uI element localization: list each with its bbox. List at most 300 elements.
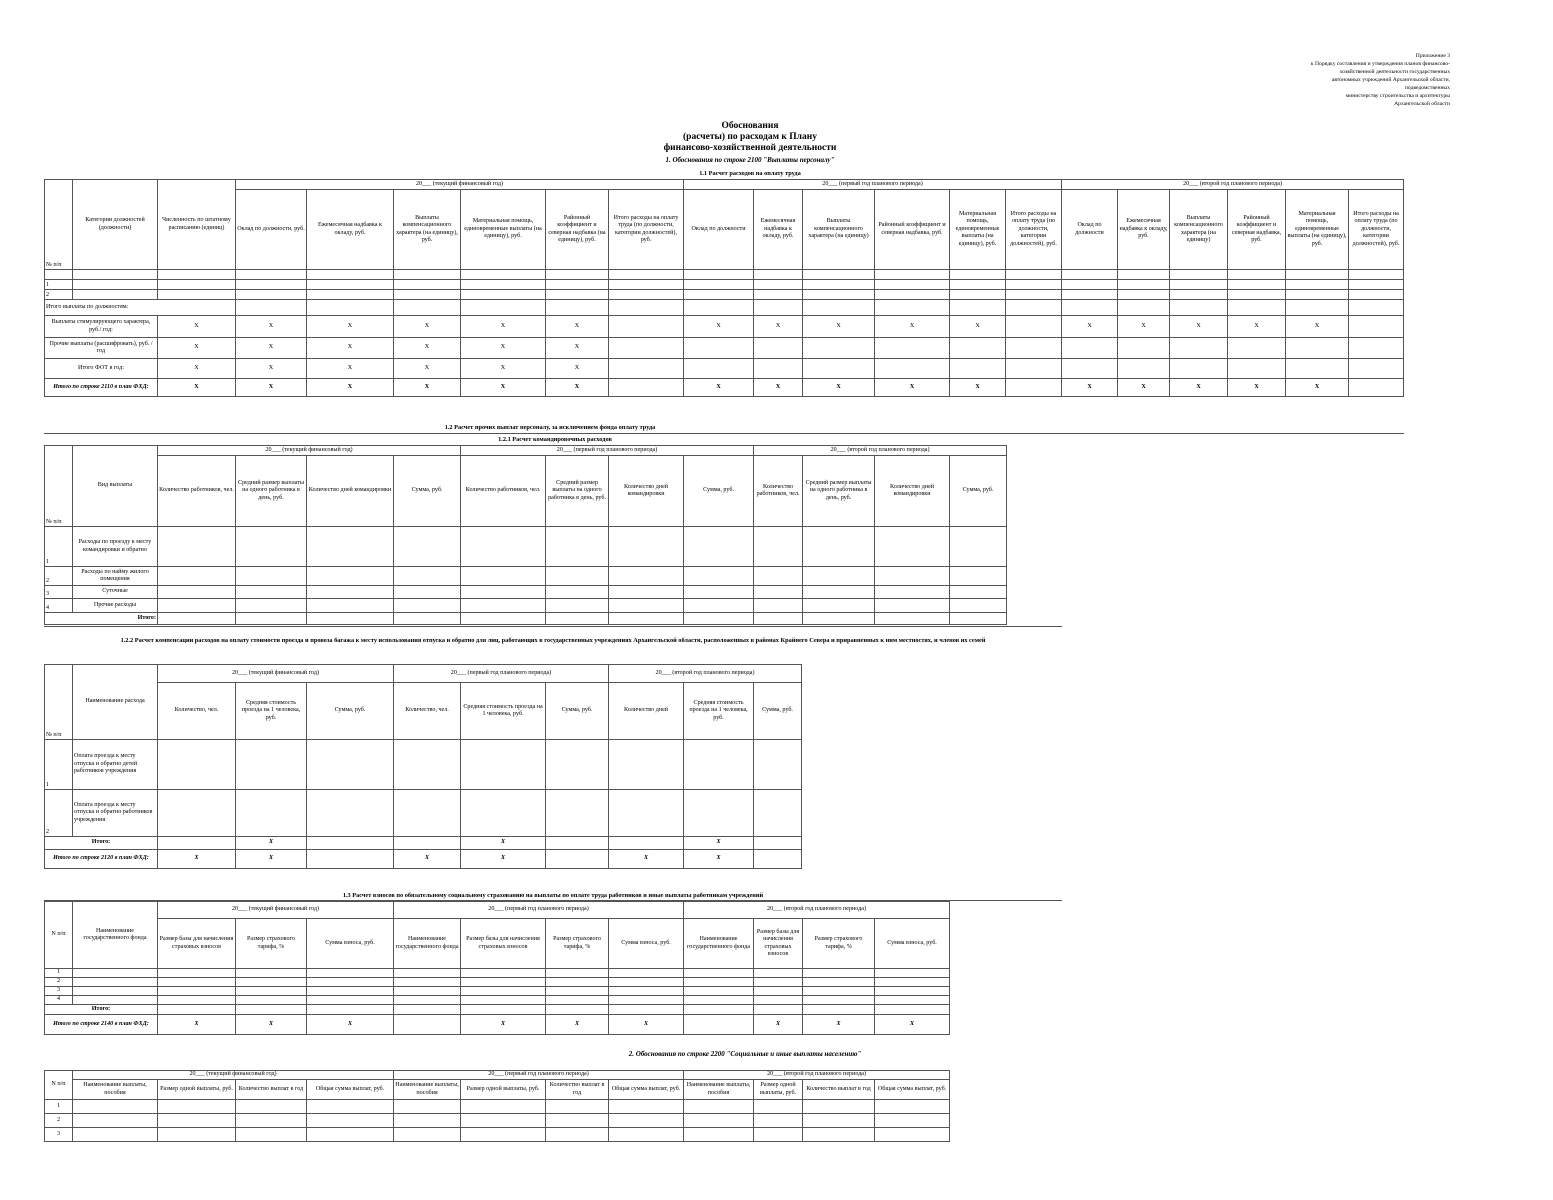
- table-row: [45, 740, 802, 790]
- table-cell: [684, 996, 754, 1005]
- row-number: 3: [45, 1128, 73, 1142]
- table-cell: [609, 280, 684, 290]
- table-cell: [461, 1128, 546, 1142]
- table-cell: [461, 740, 546, 790]
- table-cell: [546, 1114, 609, 1128]
- col-header: Размер базы для начисления страховых взносов: [754, 919, 803, 969]
- col-header: Общая сумма выплат, руб.: [609, 1080, 684, 1100]
- table-cell: [875, 359, 950, 379]
- col-header: Выплаты компенсационного характера (на единицу): [803, 190, 875, 270]
- table-cell: [609, 379, 684, 397]
- table-cell: [236, 978, 307, 987]
- row-number: 2: [45, 290, 73, 300]
- table-cell: [754, 790, 802, 837]
- table-cell: [1349, 280, 1404, 290]
- table-cell: [236, 270, 307, 280]
- row-label: Расходы по найму жилого помещения: [73, 567, 158, 586]
- table-cell: [394, 567, 461, 586]
- table-cell: [875, 270, 950, 280]
- table-cell: [546, 1005, 609, 1015]
- table-cell: [307, 850, 394, 869]
- table-cell: [546, 300, 609, 316]
- table-cell: [609, 567, 684, 586]
- table-cell: [950, 586, 1007, 599]
- appendix-line: хозяйственной деятельности государственных: [1339, 69, 1450, 75]
- table-cell: [546, 790, 609, 837]
- table-cell: [73, 1100, 158, 1114]
- table-cell: [684, 270, 754, 280]
- col-header: Сумма, руб.: [684, 456, 754, 527]
- table-cell: [950, 290, 1006, 300]
- col-header: Количество работников, чел.: [461, 456, 546, 527]
- table-cell: [803, 599, 875, 613]
- table-cell: [307, 1005, 394, 1015]
- period-second-header: 20___ (второй год планового периода): [1062, 180, 1404, 190]
- col-header: Количество дней: [609, 683, 684, 740]
- table-cell: [307, 837, 394, 850]
- col-header: Количество дней командировки: [307, 456, 394, 527]
- appendix-line: к Порядку составления и утверждения планов финансово-: [1310, 61, 1450, 67]
- table-cell: [754, 359, 803, 379]
- table-cell: [1062, 338, 1118, 359]
- col-header: Сумма взноса, руб.: [875, 919, 950, 969]
- table-cell: [158, 969, 236, 978]
- table-cell: [1349, 359, 1404, 379]
- col-num-header: № п/п: [45, 665, 73, 740]
- col-kind-header: Вид выплаты: [73, 446, 158, 527]
- table-cell: [158, 1005, 236, 1015]
- row-label: Прочие выплаты (расшифровать), руб. /год: [45, 338, 158, 359]
- document-title: [600, 121, 900, 154]
- table-cell: [609, 359, 684, 379]
- table-cell: [1228, 338, 1286, 359]
- row-label: Итого по строке 2140 в план ФХД:: [45, 1015, 158, 1035]
- table-cell: [803, 280, 875, 290]
- table-cell: [394, 613, 461, 625]
- cell-value: X: [461, 837, 546, 850]
- table-row: [45, 850, 802, 869]
- col-header: Количество работников, чел.: [158, 456, 236, 527]
- table-cell: [609, 316, 684, 338]
- table-cell: [609, 1128, 684, 1142]
- period-second-header: 20___ (второй год планового периода): [754, 446, 1007, 456]
- cell-value: X: [394, 379, 461, 397]
- table-cell: [546, 740, 609, 790]
- table-1-3-title: 1.3 Расчет взносов по обязательному социальному страхованию на выплаты по оплате труда работников и иные выплаты работникам учреждений: [342, 892, 764, 899]
- col-header: Оклад по должности, руб.: [236, 190, 307, 270]
- table-cell: [461, 978, 546, 987]
- cell-value: X: [803, 1015, 875, 1035]
- table-cell: [754, 586, 803, 599]
- table-cell: [803, 586, 875, 599]
- cell-value: X: [307, 1015, 394, 1035]
- table-cell: [461, 1100, 546, 1114]
- table-cell: [875, 1128, 950, 1142]
- cell-value: X: [1170, 379, 1228, 397]
- cell-value: X: [1062, 316, 1118, 338]
- table-cell: [803, 359, 875, 379]
- col-header: Наименование выплаты, пособия: [73, 1080, 158, 1100]
- col-header: Количество выплат в год: [236, 1080, 307, 1100]
- table-cell: [684, 790, 754, 837]
- cell-value: X: [684, 837, 754, 850]
- table-cell: [1228, 270, 1286, 280]
- period-first-header: 20___ (первый год планового периода): [461, 446, 754, 456]
- table-cell: [394, 740, 461, 790]
- col-header: Размер базы для начисления страховых взносов: [158, 919, 236, 969]
- col-header: Выплаты компенсационного характера (на единицу), руб.: [394, 190, 461, 270]
- col-header: Размер страхового тарифа, %: [236, 919, 307, 969]
- table-cell: [1170, 359, 1228, 379]
- table-cell: [546, 1100, 609, 1114]
- period-current-header: 20___ (текущий финансовый год): [236, 180, 684, 190]
- table-cell: [1170, 290, 1228, 300]
- cell-value: X: [158, 1015, 236, 1035]
- table-cell: [754, 1128, 803, 1142]
- col-header: Оклад по должности: [1062, 190, 1118, 270]
- cell-value: X: [158, 338, 236, 359]
- table-cell: [1062, 290, 1118, 300]
- col-header: Размер страхового тарифа, %: [803, 919, 875, 969]
- cell-value: X: [1118, 379, 1170, 397]
- col-header: Количество, чел.: [394, 683, 461, 740]
- col-header: Общая сумма выплат, руб.: [875, 1080, 950, 1100]
- table-cell: [950, 567, 1007, 586]
- table-cell: [546, 987, 609, 996]
- cell-value: X: [684, 850, 754, 869]
- table-cell: [546, 969, 609, 978]
- table-cell: [73, 290, 158, 300]
- row-number: 2: [45, 1114, 73, 1128]
- cell-value: X: [236, 850, 307, 869]
- table-row: [45, 613, 1007, 625]
- table-cell: [394, 290, 461, 300]
- row-number: 1: [45, 280, 73, 290]
- table-cell: [684, 740, 754, 790]
- cell-value: X: [158, 850, 236, 869]
- cell-value: X: [754, 379, 803, 397]
- table-cell: [394, 280, 461, 290]
- table-cell: [684, 567, 754, 586]
- table-cell: [546, 978, 609, 987]
- col-header: Итого расходы на оплату труда (по должности, категории должностей), руб.: [609, 190, 684, 270]
- table-cell: [461, 969, 546, 978]
- cell-value: X: [307, 316, 394, 338]
- table-cell: [684, 1128, 754, 1142]
- table-cell: [546, 290, 609, 300]
- col-num-header: N п/п: [45, 1071, 73, 1100]
- table-row: [45, 290, 1404, 300]
- table-row: [45, 527, 1007, 567]
- table-cell: [684, 280, 754, 290]
- col-header: Итого расходы на оплату труда (по должности, категории должностей), руб.: [1349, 190, 1404, 270]
- table-cell: [73, 987, 158, 996]
- table-cell: [1170, 338, 1228, 359]
- table-cell: [461, 599, 546, 613]
- table-cell: [236, 969, 307, 978]
- cell-value: X: [158, 379, 236, 397]
- table-1-1: [44, 179, 1404, 397]
- table-cell: [684, 1015, 754, 1035]
- table-cell: [684, 1100, 754, 1114]
- table-cell: [307, 1100, 394, 1114]
- table-cell: [461, 567, 546, 586]
- table-row: [45, 359, 1404, 379]
- table-cell: [461, 1114, 546, 1128]
- table-row: [45, 270, 1404, 280]
- table-cell: [684, 290, 754, 300]
- row-label: Итого:: [45, 1005, 158, 1015]
- col-header: Сумма, руб.: [394, 456, 461, 527]
- period-current-header: 20___ (текущий финансовый год): [158, 446, 461, 456]
- table-cell: [236, 996, 307, 1005]
- table-cell: [158, 527, 236, 567]
- table-cell: [1006, 359, 1062, 379]
- col-header: Средний размер выплаты на одного работника в день, руб.: [236, 456, 307, 527]
- table-cell: [1349, 316, 1404, 338]
- table-cell: [394, 1128, 461, 1142]
- table-1-2-2: [44, 664, 802, 869]
- cell-value: X: [684, 316, 754, 338]
- table-cell: [546, 280, 609, 290]
- table-cell: [803, 290, 875, 300]
- table-cell: [236, 1128, 307, 1142]
- table-cell: [546, 599, 609, 613]
- row-number: 1: [45, 1100, 73, 1114]
- table-cell: [394, 837, 461, 850]
- table-cell: [394, 969, 461, 978]
- col-header: Сумма, руб.: [754, 683, 802, 740]
- cell-value: X: [307, 338, 394, 359]
- cell-value: X: [803, 379, 875, 397]
- table-cell: [1286, 270, 1349, 280]
- title-line: (расчеты) по расходам к Плану: [683, 132, 817, 142]
- period-second-header: 20___ (второй год планового периода): [684, 902, 950, 919]
- col-header: Сумма взноса, руб.: [307, 919, 394, 969]
- table-cell: [236, 586, 307, 599]
- table-cell: [546, 527, 609, 567]
- table-cell: [1006, 379, 1062, 397]
- table-cell: [461, 790, 546, 837]
- period-first-header: 20___ (первый год планового периода): [394, 1071, 684, 1080]
- table-cell: [236, 790, 307, 837]
- table-cell: [45, 270, 73, 280]
- table-cell: [875, 290, 950, 300]
- table-cell: [754, 290, 803, 300]
- table-cell: [754, 740, 802, 790]
- table-cell: [1006, 316, 1062, 338]
- table-cell: [875, 567, 950, 586]
- table-cell: [236, 740, 307, 790]
- cell-value: X: [461, 359, 546, 379]
- col-num-header: № п/п: [45, 180, 73, 270]
- table-cell: [803, 613, 875, 625]
- table-cell: [158, 280, 236, 290]
- col-header: Размер страхового тарифа, %: [546, 919, 609, 969]
- table-1-2-2-title: 1.2.2 Расчет компенсации расходов на оплату стоимости проезда и провоза багажа к месту использования отпуска и обратно для лиц, работающих в государственных учреждениях Архангельской области, расположенных в районах Крайнего Севера и приравненных к ним местностях, и членов их семей: [120, 637, 986, 644]
- row-label: Оплата проезда к месту отпуска и обратно работников учреждения: [73, 790, 158, 837]
- table-cell: [754, 270, 803, 280]
- cell-value: X: [1062, 379, 1118, 397]
- table-cell: [1006, 300, 1062, 316]
- table-cell: [754, 1100, 803, 1114]
- row-number: 1: [45, 969, 73, 978]
- table-row: [45, 978, 950, 987]
- cell-value: X: [461, 338, 546, 359]
- table-row: [45, 996, 950, 1005]
- col-header: Выплаты компенсационного характера (на единицу): [1170, 190, 1228, 270]
- table-cell: [236, 1100, 307, 1114]
- table-cell: [754, 567, 803, 586]
- table-cell: [307, 280, 394, 290]
- row-number: 3: [45, 987, 73, 996]
- col-header: Средний размер выплаты на одного работника в день, руб.: [546, 456, 609, 527]
- cell-value: X: [236, 379, 307, 397]
- table-1-2-title: 1.2 Расчет прочих выплат персоналу, за исключением фонда оплату труда: [444, 424, 656, 431]
- appendix-line: Приложение 3: [1415, 53, 1450, 59]
- table-cell: [609, 790, 684, 837]
- table-cell: [754, 996, 803, 1005]
- table-cell: [158, 586, 236, 599]
- table-cell: [307, 740, 394, 790]
- col-header: Количество работников, чел.: [754, 456, 803, 527]
- table-cell: [950, 599, 1007, 613]
- row-label: Выплаты стимулирующего характера, руб./ год:: [45, 316, 158, 338]
- table-cell: [1118, 280, 1170, 290]
- cell-value: X: [394, 359, 461, 379]
- table-row: [45, 379, 1404, 397]
- row-label: Итого:: [45, 837, 158, 850]
- col-header: Ежемесячная надбавка к окладу, руб.: [1118, 190, 1170, 270]
- table-cell: [394, 987, 461, 996]
- table-cell: [1006, 338, 1062, 359]
- appendix-line: автономных учреждений Архангельской области,: [1331, 77, 1450, 83]
- table-cell: [803, 270, 875, 280]
- cell-value: X: [546, 359, 609, 379]
- cell-value: X: [307, 359, 394, 379]
- table-cell: [307, 290, 394, 300]
- table-cell: [394, 1114, 461, 1128]
- table-cell: [875, 613, 950, 625]
- table-cell: [158, 270, 236, 280]
- row-number: 1: [45, 740, 73, 790]
- table-row: [45, 1005, 950, 1015]
- row-number: 3: [45, 586, 73, 599]
- table-cell: [950, 359, 1006, 379]
- table-cell: [307, 567, 394, 586]
- period-current-header: 20___ (текущий финансовый год): [158, 665, 394, 683]
- col-header: Материальная помощь, единовременные выплаты (на единицу), руб.: [950, 190, 1006, 270]
- appendix-line: министерству строительства и архитектуры: [1345, 93, 1450, 99]
- table-cell: [307, 586, 394, 599]
- table-cell: [546, 270, 609, 280]
- col-header: Наименование выплаты, пособия: [684, 1080, 754, 1100]
- table-cell: [754, 987, 803, 996]
- table-cell: [1118, 270, 1170, 280]
- cell-value: X: [754, 316, 803, 338]
- table-cell: [394, 527, 461, 567]
- cell-value: X: [158, 316, 236, 338]
- table-cell: [307, 1114, 394, 1128]
- table-cell: [609, 996, 684, 1005]
- table-cell: [158, 740, 236, 790]
- table-cell: [73, 1128, 158, 1142]
- table-cell: [236, 290, 307, 300]
- cell-value: X: [609, 1015, 684, 1035]
- table-cell: [609, 613, 684, 625]
- table-cell: [307, 1128, 394, 1142]
- row-label: Прочие расходы: [73, 599, 158, 613]
- table-cell: [684, 969, 754, 978]
- table-cell: [754, 300, 803, 316]
- table-cell: [609, 837, 684, 850]
- table-row: [45, 1100, 950, 1114]
- table-cell: [158, 1128, 236, 1142]
- table-cell: [609, 290, 684, 300]
- table-cell: [684, 527, 754, 567]
- table-cell: [609, 987, 684, 996]
- table-cell: [1349, 338, 1404, 359]
- cell-value: X: [754, 1015, 803, 1035]
- table-cell: [1006, 280, 1062, 290]
- cell-value: X: [158, 359, 236, 379]
- table-cell: [1228, 280, 1286, 290]
- cell-value: X: [236, 1015, 307, 1035]
- col-header: Наименование государственного фонда: [394, 919, 461, 969]
- table-cell: [609, 1100, 684, 1114]
- table-cell: [875, 527, 950, 567]
- col-header: Районный коэффициент и северная надбавка, руб.: [875, 190, 950, 270]
- table-cell: [875, 599, 950, 613]
- cell-value: X: [461, 316, 546, 338]
- col-header: Средний размер выплаты на одного работника в день, руб.: [803, 456, 875, 527]
- table-cell: [394, 1100, 461, 1114]
- table-cell: [461, 290, 546, 300]
- col-header: Оклад по должности: [684, 190, 754, 270]
- row-label: Итого выплаты по должностям:: [45, 300, 236, 316]
- table-cell: [236, 280, 307, 290]
- col-header: Количество выплат в год: [803, 1080, 875, 1100]
- table-cell: [461, 270, 546, 280]
- period-first-header: 20___ (первый год планового периода): [684, 180, 1062, 190]
- row-number: 4: [45, 996, 73, 1005]
- table-cell: [158, 599, 236, 613]
- table-cell: [461, 1005, 546, 1015]
- title-line: Обоснования: [721, 121, 779, 131]
- table-cell: [394, 996, 461, 1005]
- col-num-header: № п/п: [45, 446, 73, 527]
- cell-value: X: [236, 837, 307, 850]
- row-number: 4: [45, 599, 73, 613]
- table-cell: [158, 790, 236, 837]
- period-second-header: 20___ (второй год планового периода): [609, 665, 802, 683]
- table-cell: [1286, 300, 1349, 316]
- table-cell: [754, 837, 802, 850]
- table-cell: [73, 1114, 158, 1128]
- row-number: 2: [45, 567, 73, 586]
- table-row: [45, 280, 1404, 290]
- table-cell: [1286, 280, 1349, 290]
- table-row: [45, 1015, 950, 1035]
- appendix-line: подведомственных: [1404, 85, 1450, 91]
- table-cell: [803, 1128, 875, 1142]
- table-cell: [546, 837, 609, 850]
- cell-value: X: [875, 1015, 950, 1035]
- table-cell: [394, 270, 461, 280]
- table-cell: [394, 599, 461, 613]
- table-cell: [461, 280, 546, 290]
- table-cell: [1170, 270, 1228, 280]
